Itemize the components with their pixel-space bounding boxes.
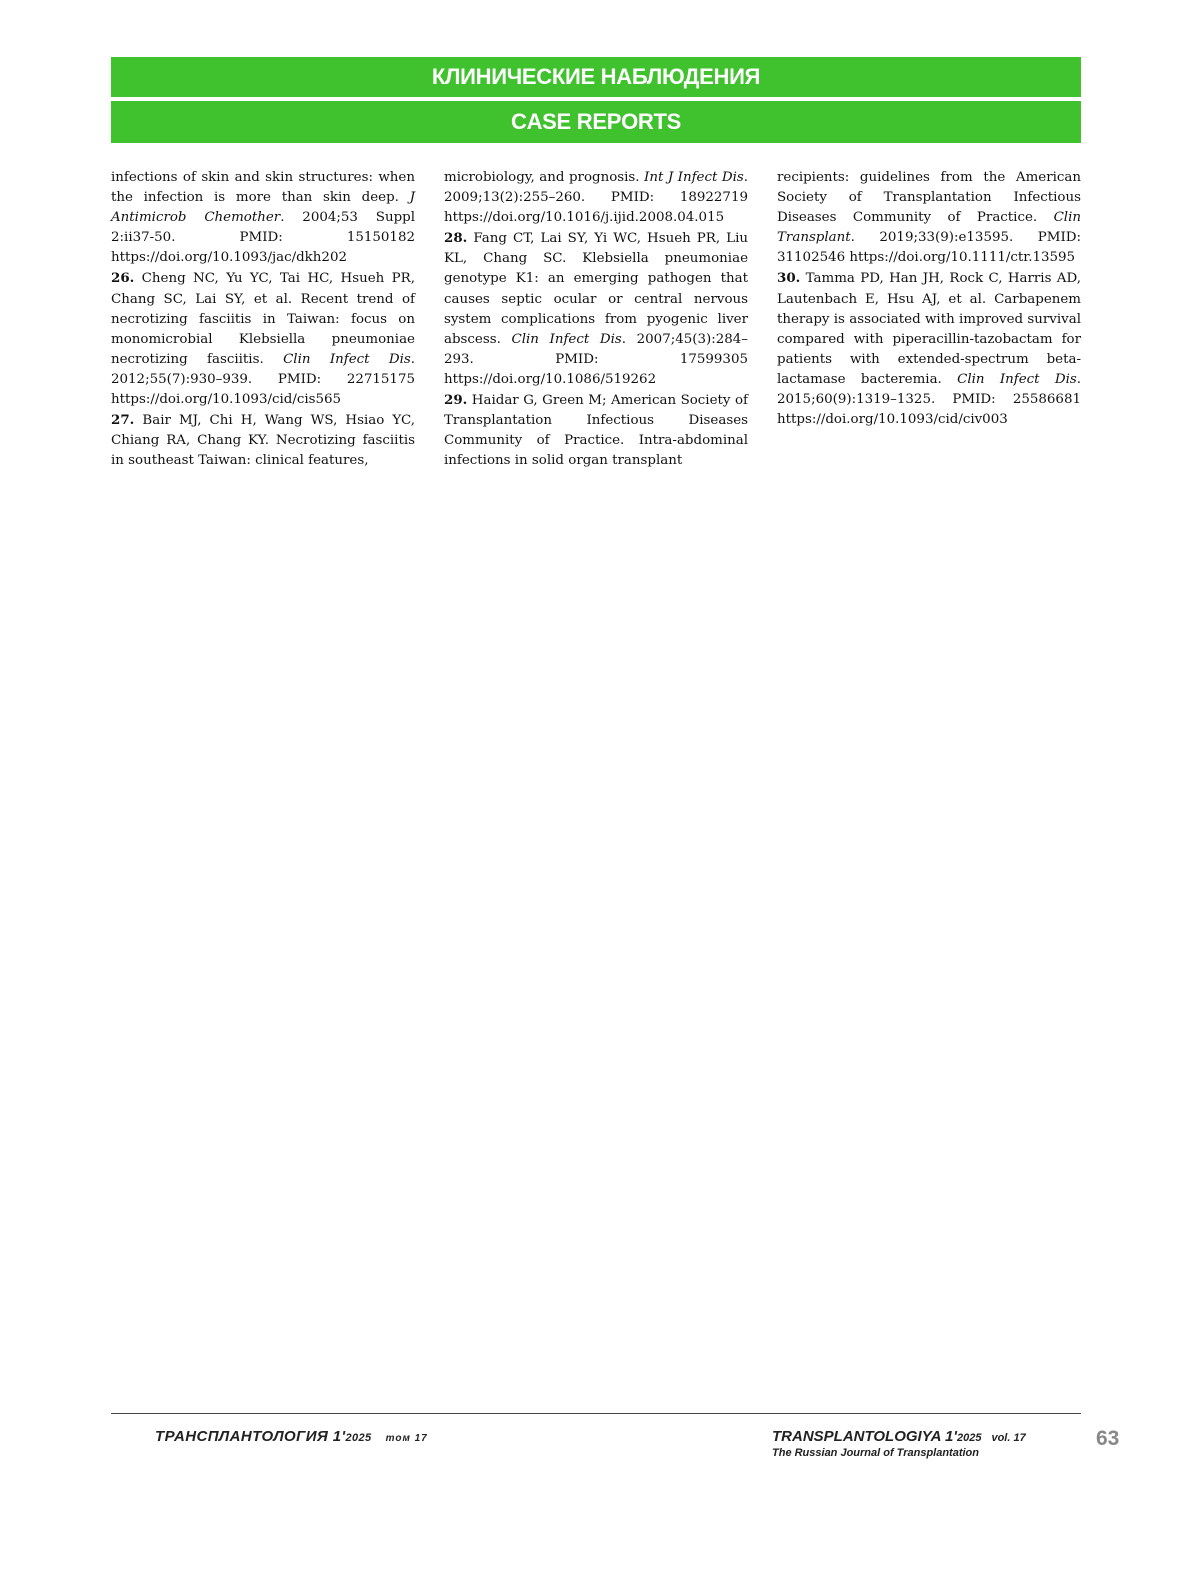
reference-entry: [444, 228, 748, 390]
reference-entry: [111, 410, 415, 471]
reference-column-2: [444, 168, 748, 471]
footer-volume-en: vol. 17: [991, 1432, 1026, 1444]
reference-citation: . 2009;13(2):255–260. PMID: 18922719 https://doi.org/10.1016/j.ijid.2008.04.015: [444, 170, 749, 226]
reference-journal: Clin Infect Dis: [511, 331, 622, 347]
reference-text: microbiology, and prognosis.: [444, 170, 645, 185]
reference-text: Tamma PD, Han JH, Rock C, Harris AD, Lautenbach E, Hsu AJ, et al. Carbapenem therapy is associated with improved survival compared with piperacillin-tazobactam for patients with extended-spectrum beta-lactamase bacteremia.: [777, 271, 1081, 387]
reference-text: Fang CT, Lai SY, Yi WC, Hsueh PR, Liu KL, Chang SC. Klebsiella pneumoniae genotype K1: an emerging pathogen that causes septic ocular or central nervous system complications from pyogenic liver abscess.: [444, 231, 748, 347]
reference-number: 27.: [111, 412, 135, 429]
reference-entry: [777, 268, 1081, 430]
reference-number: 29.: [444, 392, 468, 409]
reference-entry: [444, 168, 748, 228]
reference-citation: . 2015;60(9):1319–1325. PMID: 25586681 https://doi.org/10.1093/cid/civ003: [777, 371, 1081, 428]
reference-text: Cheng NC, Yu YC, Tai HC, Hsueh PR, Chang SC, Lai SY, et al. Recent trend of necrotizing fasciitis in Taiwan: focus on monomicrobial Klebsiella pneumoniae necrotizing fasciitis.: [111, 271, 415, 367]
reference-column-1: [111, 168, 415, 471]
reference-text: recipients: guidelines from the American Society of Transplantation Infectious Diseases Community of Practice.: [777, 170, 1081, 226]
reference-citation: . 2007;45(3):284–293. PMID: 17599305 https://doi.org/10.1086/519262: [444, 331, 748, 387]
reference-number: 28.: [444, 230, 468, 247]
footer-volume-ru: том 17: [385, 1433, 428, 1444]
reference-columns: [111, 168, 1081, 471]
footer-journal-en: [772, 1428, 1026, 1459]
footer-year-en: 2025: [956, 1432, 982, 1444]
reference-journal: Clin Infect Dis: [957, 371, 1077, 387]
reference-journal: Clin Infect Dis: [283, 351, 411, 367]
reference-text: Bair MJ, Chi H, Wang WS, Hsiao YC, Chiang RA, Chang KY. Necrotizing fasciitis in southeast Taiwan: clinical features,: [111, 413, 415, 469]
footer-subtitle-en: The Russian Journal of Transplantation: [772, 1447, 979, 1459]
footer-divider: [111, 1413, 1081, 1414]
footer-title-en: TRANSPLANTOLOGIYA 1': [772, 1428, 957, 1445]
reference-citation: . 2004;53 Suppl 2:ii37-50. PMID: 15150182 https://doi.org/10.1093/jac/dkh202: [111, 210, 415, 266]
footer-journal-ru: [155, 1428, 428, 1445]
footer-title-ru: ТРАНСПЛАНТОЛОГИЯ 1': [155, 1428, 346, 1445]
reference-entry: [444, 390, 748, 471]
section-title-en: CASE REPORTS: [111, 101, 1081, 143]
reference-entry: [111, 168, 415, 268]
reference-citation: . 2012;55(7):930–939. PMID: 22715175 https://doi.org/10.1093/cid/cis565: [111, 351, 416, 408]
reference-journal: J Antimicrob Chemother: [111, 190, 415, 226]
reference-column-3: [777, 168, 1081, 471]
reference-number: 26.: [111, 270, 135, 287]
reference-journal: Clin Transplant: [777, 210, 1081, 246]
reference-number: 30.: [777, 270, 801, 287]
reference-text: infections of skin and skin structures: when the infection is more than skin deep.: [111, 170, 415, 206]
section-title-ru: КЛИНИЧЕСКИЕ НАБЛЮДЕНИЯ: [111, 57, 1081, 97]
reference-entry: [777, 168, 1081, 268]
footer-year-ru: 2025: [345, 1432, 372, 1444]
reference-citation: . 2019;33(9):e13595. PMID: 31102546 https://doi.org/10.1111/ctr.13595: [777, 230, 1081, 266]
reference-journal: Int J Infect Dis: [644, 170, 744, 185]
page-number: 63: [1096, 1427, 1120, 1450]
reference-text: Haidar G, Green M; American Society of Transplantation Infectious Diseases Community of Practice. Intra-abdominal infections in solid organ transplant: [444, 393, 748, 469]
reference-entry: [111, 268, 415, 410]
